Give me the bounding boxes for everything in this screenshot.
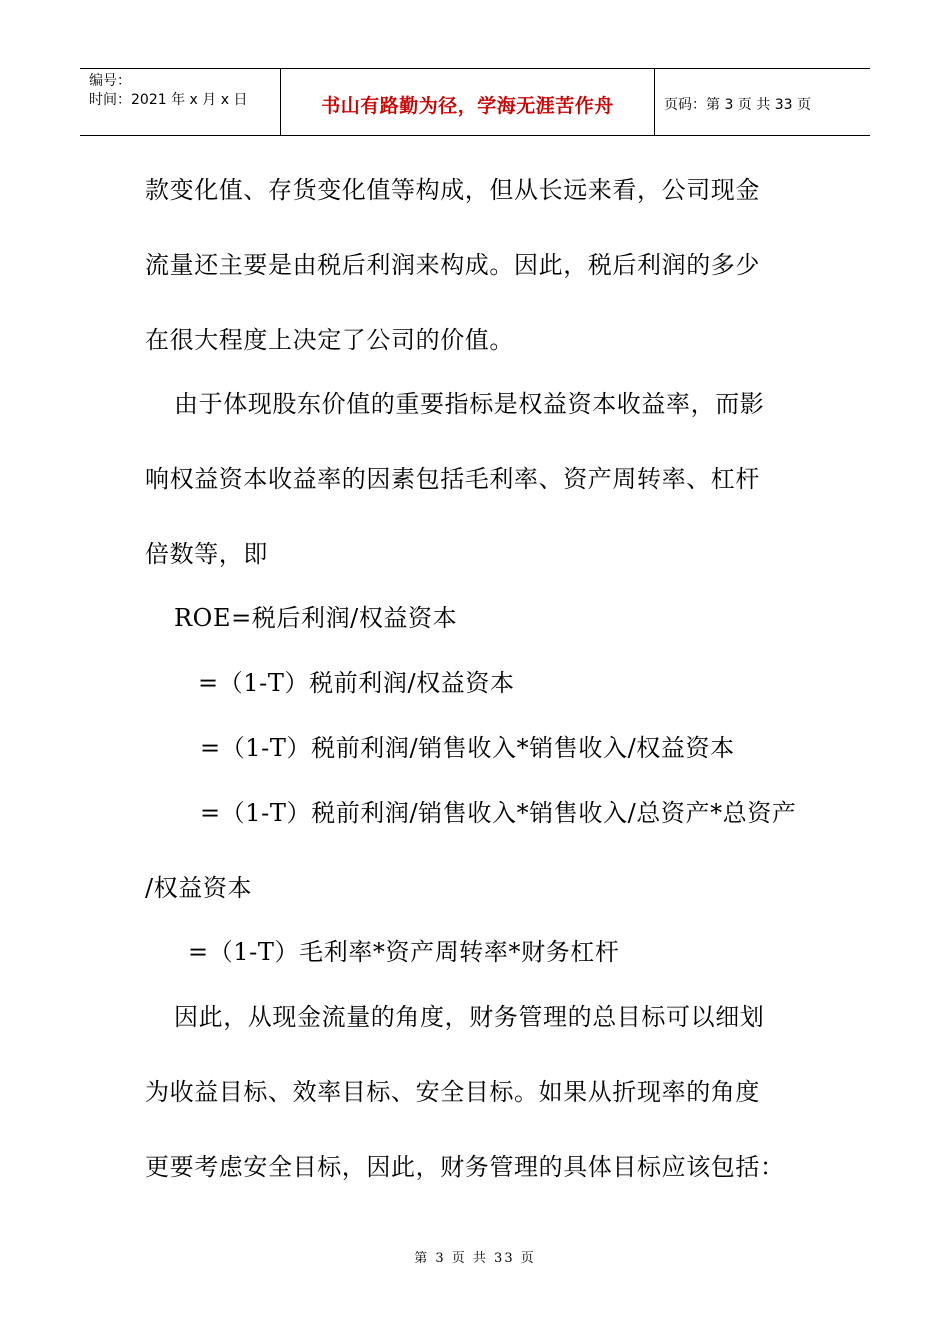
body-line: 倍数等，即 [145,540,268,568]
body-line: 由于体现股东价值的重要指标是权益资本收益率，而影 [174,390,765,418]
header-motto-cell [281,69,655,135]
header-page-cell [655,69,870,135]
page-footer: 第 3 页 共 33 页 [414,1251,536,1266]
document-number-label: 编号： [89,73,131,89]
formula-line: /权益资本 [145,874,253,902]
formula-line: =（1-T）毛利率*资产周转率*财务杠杆 [188,938,620,966]
header-page-info: 页码：第 3 页 共 33 页 [664,97,811,113]
formula-line: ROE=税后利润/权益资本 [174,604,458,632]
body-line: 更要考虑安全目标，因此，财务管理的具体目标应该包括： [145,1153,785,1181]
body-line: 款变化值、存货变化值等构成，但从长远来看，公司现金 [145,176,760,204]
header-motto: 书山有路勤为径，学海无涯苦作舟 [321,94,614,117]
body-line: 为收益目标、效率目标、安全目标。如果从折现率的角度 [145,1078,760,1106]
formula-line: =（1-T）税前利润/权益资本 [198,669,515,697]
body-line: 流量还主要是由税后利润来构成。因此，税后利润的多少 [145,251,760,279]
header-meta-cell [80,69,281,135]
body-line: 因此，从现金流量的角度，财务管理的总目标可以细划 [174,1003,765,1031]
document-header [80,68,870,136]
formula-line: =（1-T）税前利润/销售收入*销售收入/权益资本 [200,734,735,762]
formula-line: =（1-T）税前利润/销售收入*销售收入/总资产*总资产 [200,799,797,827]
document-date-label: 时间：2021 年 x 月 x 日 [89,92,248,108]
body-line: 响权益资本收益率的因素包括毛利率、资产周转率、杠杆 [145,465,760,493]
body-line: 在很大程度上决定了公司的价值。 [145,326,514,354]
